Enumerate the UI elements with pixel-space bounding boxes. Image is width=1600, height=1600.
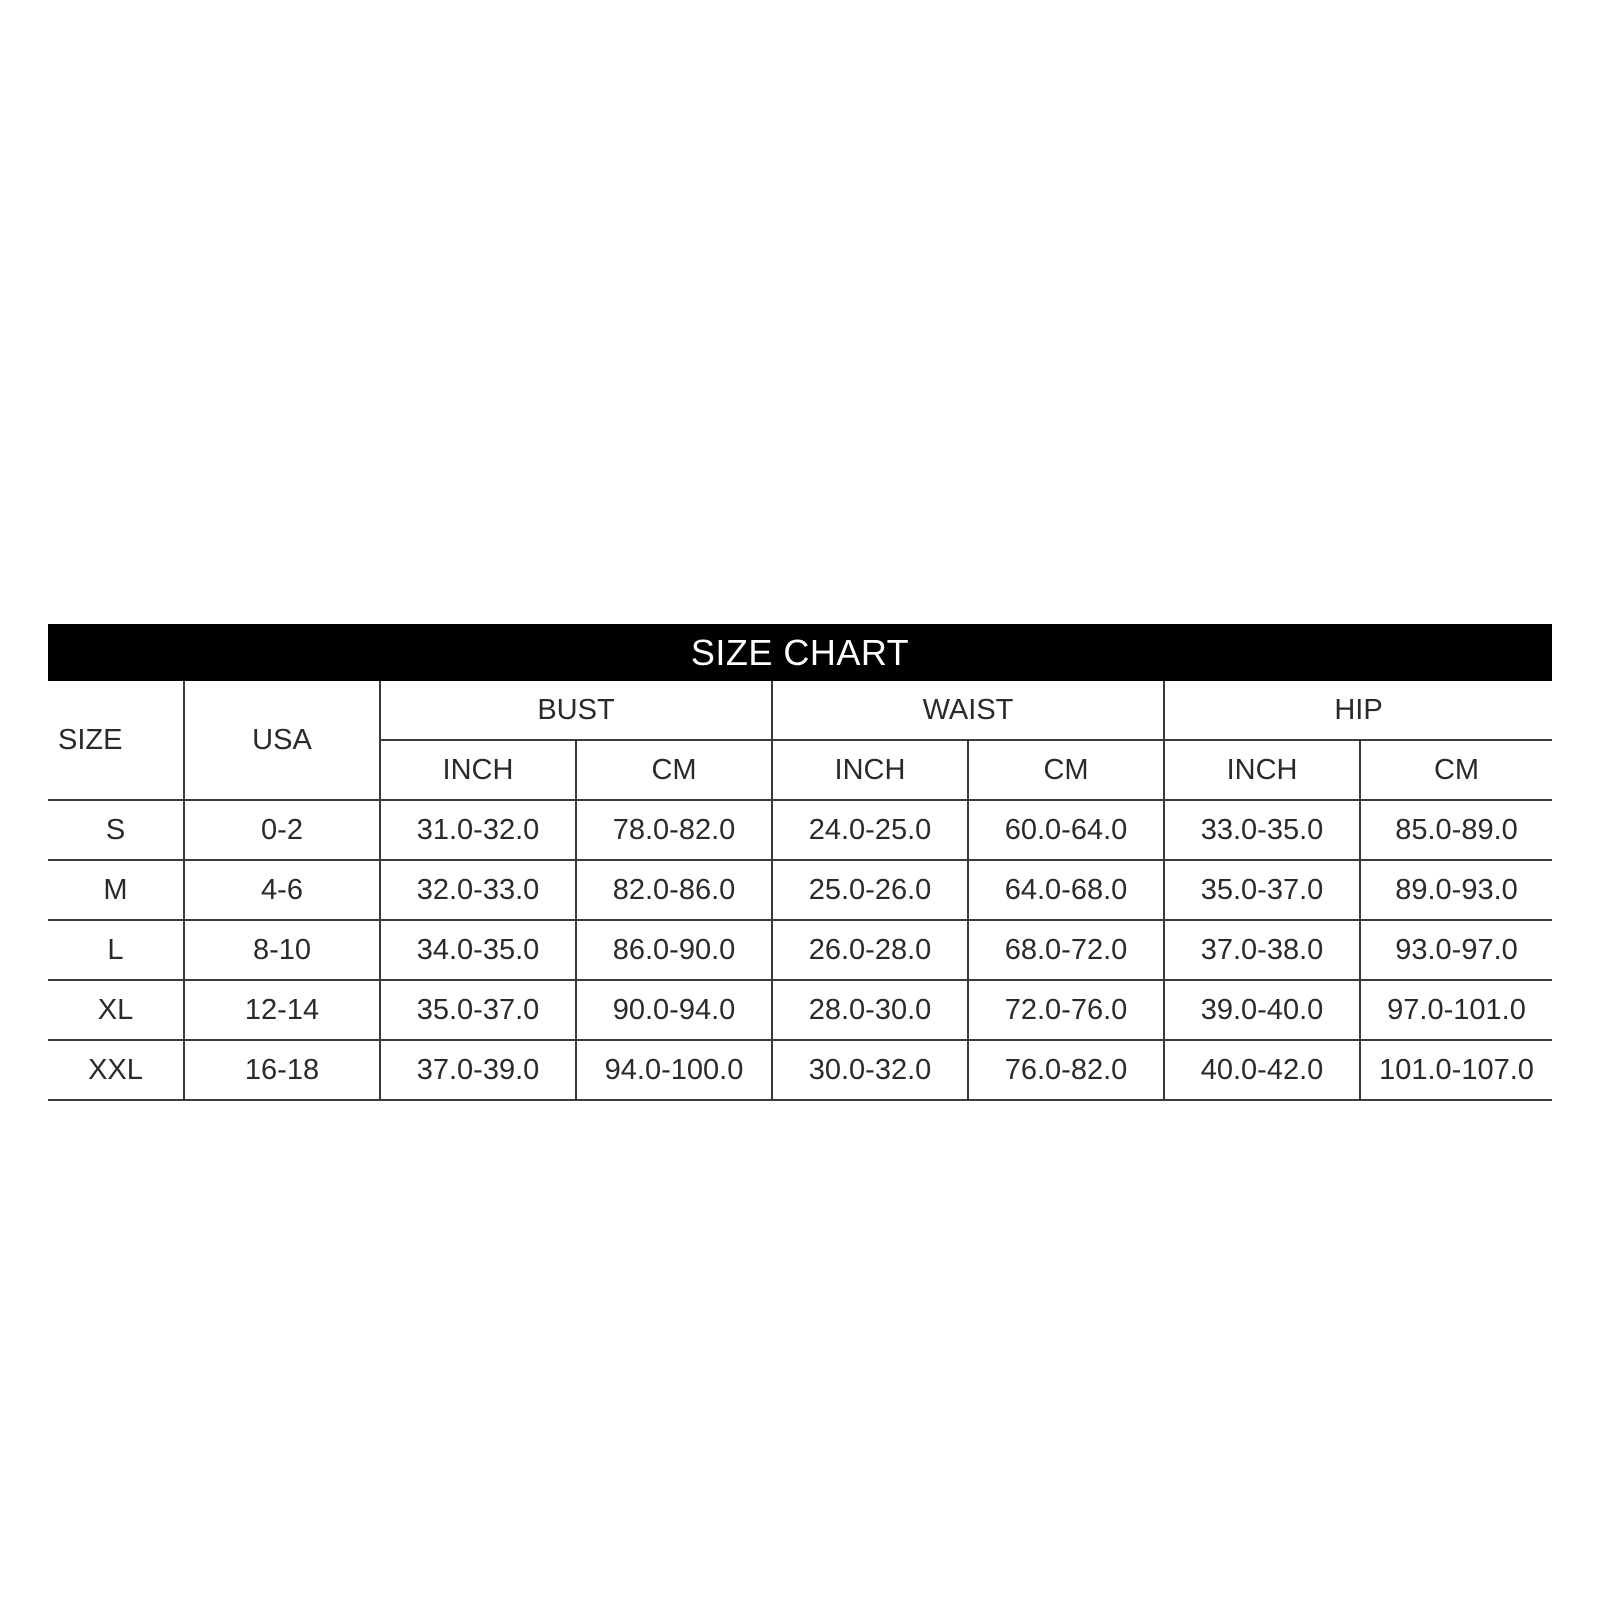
hip-inch-header: INCH [1164,740,1360,800]
bust-cm-cell: 86.0-90.0 [576,920,772,980]
usa-cell: 4-6 [184,860,380,920]
bust-cm-cell: 94.0-100.0 [576,1040,772,1100]
table-row [48,860,1552,920]
size-cell: M [48,860,184,920]
bust-inch-header: INCH [380,740,576,800]
size-chart [48,624,1552,1101]
waist-cm-cell: 64.0-68.0 [968,860,1164,920]
bust-inch-cell: 31.0-32.0 [380,800,576,860]
table-row [48,1040,1552,1100]
waist-cm-cell: 60.0-64.0 [968,800,1164,860]
size-cell: XL [48,980,184,1040]
bust-inch-cell: 37.0-39.0 [380,1040,576,1100]
size-cell: S [48,800,184,860]
usa-cell: 16-18 [184,1040,380,1100]
waist-cm-cell: 72.0-76.0 [968,980,1164,1040]
hip-inch-cell: 37.0-38.0 [1164,920,1360,980]
hip-inch-cell: 35.0-37.0 [1164,860,1360,920]
waist-inch-cell: 25.0-26.0 [772,860,968,920]
waist-cm-header: CM [968,740,1164,800]
size-header: SIZE [48,681,184,800]
waist-inch-cell: 24.0-25.0 [772,800,968,860]
bust-cm-cell: 78.0-82.0 [576,800,772,860]
bust-inch-cell: 35.0-37.0 [380,980,576,1040]
table-row [48,800,1552,860]
waist-inch-header: INCH [772,740,968,800]
group-header-row [48,681,1552,740]
hip-cm-cell: 97.0-101.0 [1360,980,1552,1040]
size-cell: XXL [48,1040,184,1100]
chart-title: SIZE CHART [48,624,1552,681]
table-row [48,980,1552,1040]
waist-cm-cell: 76.0-82.0 [968,1040,1164,1100]
waist-inch-cell: 30.0-32.0 [772,1040,968,1100]
hip-cm-cell: 93.0-97.0 [1360,920,1552,980]
usa-cell: 12-14 [184,980,380,1040]
bust-cm-cell: 90.0-94.0 [576,980,772,1040]
bust-inch-cell: 32.0-33.0 [380,860,576,920]
waist-header: WAIST [772,681,1164,740]
hip-cm-cell: 89.0-93.0 [1360,860,1552,920]
bust-cm-header: CM [576,740,772,800]
waist-inch-cell: 28.0-30.0 [772,980,968,1040]
waist-inch-cell: 26.0-28.0 [772,920,968,980]
usa-cell: 8-10 [184,920,380,980]
size-cell: L [48,920,184,980]
bust-header: BUST [380,681,772,740]
hip-cm-cell: 101.0-107.0 [1360,1040,1552,1100]
hip-inch-cell: 33.0-35.0 [1164,800,1360,860]
hip-cm-header: CM [1360,740,1552,800]
bust-inch-cell: 34.0-35.0 [380,920,576,980]
hip-inch-cell: 39.0-40.0 [1164,980,1360,1040]
waist-cm-cell: 68.0-72.0 [968,920,1164,980]
usa-cell: 0-2 [184,800,380,860]
bust-cm-cell: 82.0-86.0 [576,860,772,920]
hip-inch-cell: 40.0-42.0 [1164,1040,1360,1100]
table-row [48,920,1552,980]
usa-header: USA [184,681,380,800]
size-table [48,681,1552,1101]
hip-header: HIP [1164,681,1552,740]
hip-cm-cell: 85.0-89.0 [1360,800,1552,860]
